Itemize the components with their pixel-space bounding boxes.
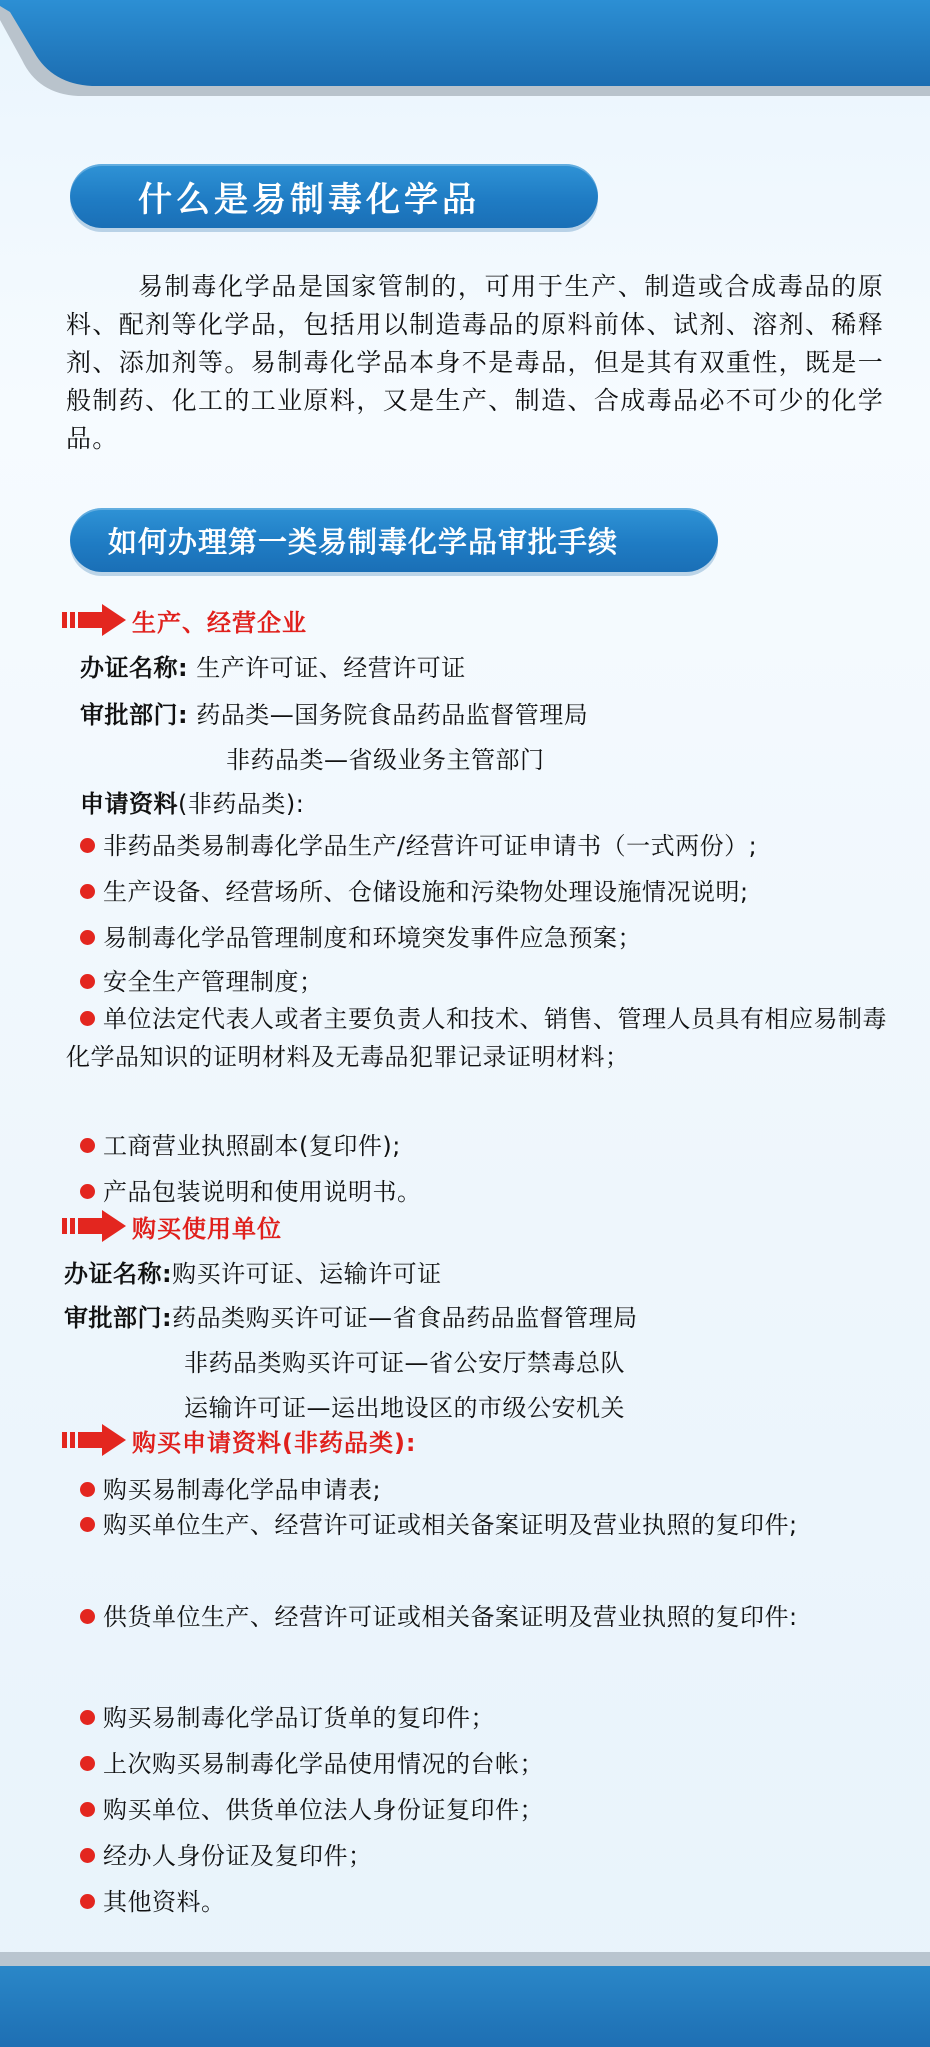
producers-dept-row-2: 非药品类—省级业务主管部门: [226, 746, 545, 774]
section-title-what-is: [70, 164, 598, 228]
bullet-dot-icon: [80, 1894, 95, 1909]
section-title-text: 如何办理第一类易制毒化学品审批手续: [108, 524, 619, 559]
intro-paragraph: 易制毒化学品是国家管制的，可用于生产、制造或合成毒品的原料、配剂等化学品，包括用以制造毒品的原料前体、试剂、溶剂、稀释剂、添加剂等。易制毒化学品本身不是毒品，但是其有双重性，既是一般制药、化工的工业原料，又是生产、制造、合成毒品必不可少的化学品。: [66, 272, 884, 453]
dept-value: 药品类购买许可证—省食品药品监督管理局: [172, 1304, 638, 1332]
footer-band: [0, 1952, 930, 2047]
bullet-dot-icon: [80, 1482, 95, 1497]
bullet-dot-icon: [80, 1756, 95, 1771]
red-arrow-icon: [62, 602, 128, 638]
bullet-dot-icon: [80, 884, 95, 899]
red-arrow-icon: [62, 1422, 128, 1458]
producers-cert-row: [80, 648, 466, 683]
bullet-dot-icon: [80, 1802, 95, 1817]
producer-item: 易制毒化学品管理制度和环境突发事件应急预案；: [80, 918, 642, 953]
purchase-item: 上次购买易制毒化学品使用情况的台帐；: [80, 1744, 544, 1779]
producer-item: 生产设备、经营场所、仓储设施和污染物处理设施情况说明;: [80, 872, 749, 907]
purchase-item: 购买易制毒化学品申请表;: [80, 1470, 381, 1505]
cert-value: 购买许可证、运输许可证: [172, 1260, 442, 1288]
materials-label: 申请资料: [80, 790, 178, 818]
purchase-item: 购买单位、供货单位法人身份证复印件；: [80, 1790, 544, 1825]
dept-label: 审批部门:: [64, 1304, 173, 1332]
producers-heading-text: 生产、经营企业: [132, 608, 307, 637]
bullet-dot-icon: [80, 1138, 95, 1153]
producer-item: 非药品类易制毒化学品生产/经营许可证申请书（一式两份）;: [80, 826, 757, 861]
bullet-dot-icon: [80, 930, 95, 945]
buyers-heading: [62, 1208, 282, 1244]
bullet-dot-icon: [80, 974, 95, 989]
dept-label: 审批部门:: [80, 701, 189, 729]
producer-item: 安全生产管理制度；: [80, 962, 324, 997]
purchase-item: 供货单位生产、经营许可证或相关备案证明及营业执照的复印件:: [66, 1598, 896, 1636]
cert-value: 生产许可证、经营许可证: [196, 654, 466, 682]
purchase-item: 购买单位生产、经营许可证或相关备案证明及营业执照的复印件;: [66, 1506, 896, 1544]
buyers-dept-row-3: 运输许可证—运出地设区的市级公安机关: [184, 1394, 625, 1422]
cert-label: 办证名称:: [64, 1260, 173, 1288]
buyers-heading-text: 购买使用单位: [132, 1214, 282, 1243]
bullet-dot-icon: [80, 1609, 95, 1624]
dept-value: 药品类—国务院食品药品监督管理局: [196, 701, 589, 729]
materials-suffix: (非药品类):: [178, 790, 305, 818]
bullet-dot-icon: [80, 1710, 95, 1725]
producer-item: 产品包装说明和使用说明书。: [80, 1172, 422, 1207]
bullet-dot-icon: [80, 838, 95, 853]
bullet-dot-icon: [80, 1011, 95, 1026]
bullet-dot-icon: [80, 1517, 95, 1532]
section-title-text: 什么是易制毒化学品: [138, 179, 480, 220]
bullet-dot-icon: [80, 1184, 95, 1199]
purchase-materials-heading: [62, 1422, 417, 1458]
buyers-dept-row: [64, 1298, 638, 1333]
purchase-materials-heading-text: 购买申请资料(非药品类):: [132, 1428, 417, 1457]
producers-heading: [62, 602, 307, 638]
bullet-dot-icon: [80, 1848, 95, 1863]
purchase-item: 经办人身份证及复印件；: [80, 1836, 373, 1871]
cert-label: 办证名称:: [80, 654, 189, 682]
purchase-item: 购买易制毒化学品订货单的复印件；: [80, 1698, 495, 1733]
purchase-item: 其他资料。: [80, 1882, 226, 1917]
producer-item: 工商营业执照副本(复印件);: [80, 1126, 401, 1161]
buyers-cert-row: [64, 1254, 442, 1289]
header-band: [0, 0, 930, 96]
producer-item: 单位法定代表人或者主要负责人和技术、销售、管理人员具有相应易制毒化学品知识的证明材料及无毒品犯罪记录证明材料；: [66, 1005, 887, 1071]
section-title-how-to-apply: [70, 508, 718, 572]
red-arrow-icon: [62, 1208, 128, 1244]
producers-dept-row: [80, 695, 588, 730]
header-swoosh-icon: [0, 0, 930, 96]
producers-materials-label: [80, 784, 304, 819]
buyers-dept-row-2: 非药品类购买许可证—省公安厅禁毒总队: [184, 1349, 625, 1377]
